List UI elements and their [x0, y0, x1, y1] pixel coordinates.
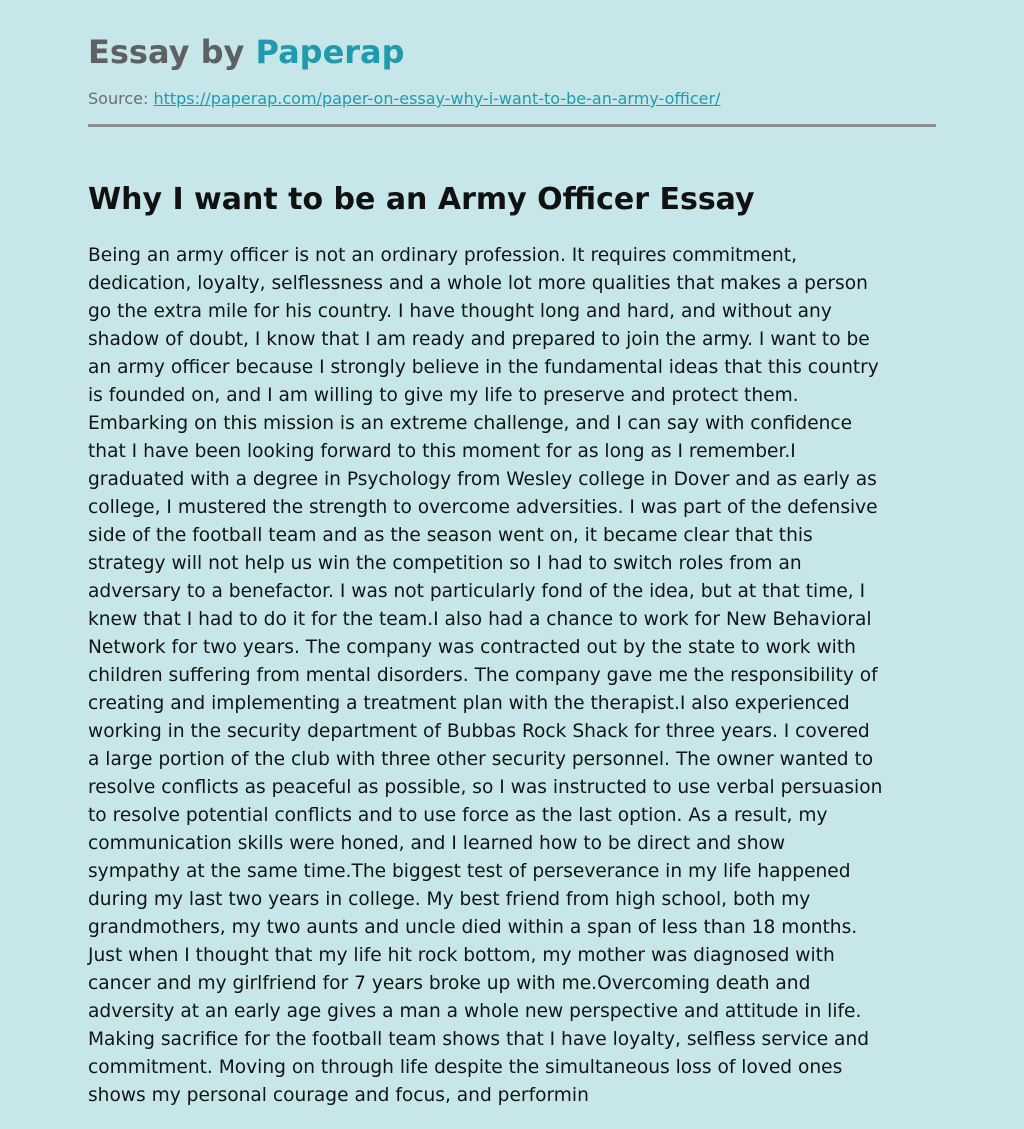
- essay-body-line: working in the security department of Bubbas Rock Shack for three years. I covered: [88, 721, 870, 742]
- essay-body-line: is founded on, and I am willing to give my life to preserve and protect them.: [88, 385, 799, 406]
- source-link[interactable]: https://paperap.com/paper-on-essay-why-i-want-to-be-an-army-officer/: [153, 89, 721, 108]
- essay-body-line: knew that I had to do it for the team.I also had a chance to work for New Behavioral: [88, 609, 872, 630]
- brand-prefix: Essay by: [88, 33, 256, 71]
- essay-body-line: commitment. Moving on through life despite the simultaneous loss of loved ones: [88, 1057, 843, 1078]
- essay-body-line: sympathy at the same time.The biggest test of perseverance in my life happened: [88, 861, 851, 882]
- essay-body-line: Making sacrifice for the football team shows that I have loyalty, selfless service and: [88, 1029, 870, 1050]
- essay-body-line: strategy will not help us win the competition so I had to switch roles from an: [88, 553, 802, 574]
- essay-body-line: an army officer because I strongly believe in the fundamental ideas that this country: [88, 357, 879, 378]
- site-brand: [88, 30, 405, 74]
- header-divider: [88, 124, 936, 127]
- brand-name: Paperap: [255, 33, 405, 71]
- essay-body-line: graduated with a degree in Psychology from Wesley college in Dover and as early as: [88, 469, 877, 490]
- essay-body-line: creating and implementing a treatment plan with the therapist.I also experienced: [88, 693, 850, 714]
- essay-title: Why I want to be an Army Officer Essay: [88, 182, 755, 217]
- essay-body-line: college, I mustered the strength to overcome adversities. I was part of the defensive: [88, 497, 878, 518]
- essay-body-line: Just when I thought that my life hit rock bottom, my mother was diagnosed with: [88, 945, 835, 966]
- essay-body-line: Being an army officer is not an ordinary profession. It requires commitment,: [88, 245, 797, 266]
- essay-body-line: go the extra mile for his country. I have thought long and hard, and without any: [88, 301, 832, 322]
- essay-body-line: adversity at an early age gives a man a whole new perspective and attitude in life.: [88, 1001, 862, 1022]
- essay-body-line: grandmothers, my two aunts and uncle died within a span of less than 18 months.: [88, 917, 858, 938]
- essay-body-line: Embarking on this mission is an extreme challenge, and I can say with confidence: [88, 413, 853, 434]
- essay-body-line: communication skills were honed, and I learned how to be direct and show: [88, 833, 786, 854]
- essay-body-line: a large portion of the club with three other security personnel. The owner wanted to: [88, 749, 874, 770]
- source-line: [88, 88, 720, 110]
- source-label: Source:: [88, 89, 149, 108]
- essay-body-line: side of the football team and as the season went on, it became clear that this: [88, 525, 813, 546]
- essay-body-line: Network for two years. The company was contracted out by the state to work with: [88, 637, 856, 658]
- essay-body-line: resolve conflicts as peaceful as possible, so I was instructed to use verbal persuasion: [88, 777, 883, 798]
- essay-body-line: adversary to a benefactor. I was not particularly fond of the idea, but at that time, I: [88, 581, 866, 602]
- essay-body-line: shadow of doubt, I know that I am ready and prepared to join the army. I want to be: [88, 329, 870, 350]
- essay-body-line: to resolve potential conflicts and to use force as the last option. As a result, my: [88, 805, 828, 826]
- essay-body-line: dedication, loyalty, selflessness and a whole lot more qualities that makes a person: [88, 273, 868, 294]
- essay-body-line: during my last two years in college. My best friend from high school, both my: [88, 889, 811, 910]
- essay-body-line: shows my personal courage and focus, and performin: [88, 1085, 589, 1106]
- essay-body-line: cancer and my girlfriend for 7 years broke up with me.Overcoming death and: [88, 973, 811, 994]
- essay-body-line: that I have been looking forward to this moment for as long as I remember.I: [88, 441, 796, 462]
- essay-body: [88, 242, 948, 1110]
- essay-body-line: children suffering from mental disorders. The company gave me the responsibility of: [88, 665, 878, 686]
